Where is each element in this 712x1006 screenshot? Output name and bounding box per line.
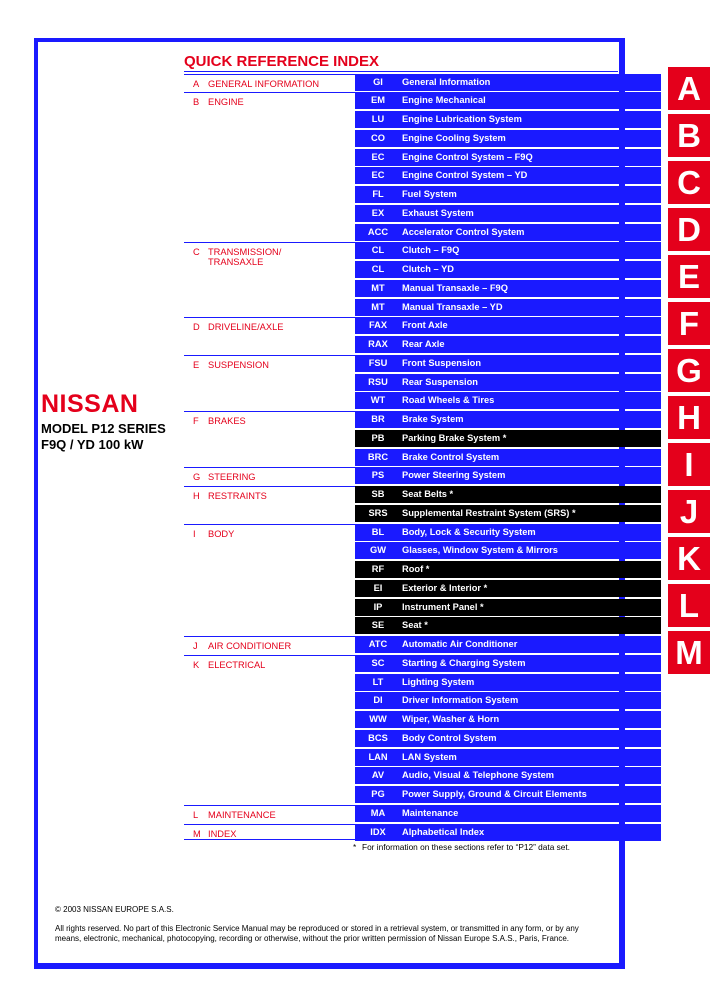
section-code: LAN [368,751,388,762]
section-name: TRANSMISSION/ TRANSAXLE [208,247,282,268]
section-title: Exhaust System [402,207,474,218]
index-row-srs[interactable] [355,505,661,522]
section-name: RESTRAINTS [208,491,267,501]
section-title: Accelerator Control System [402,226,525,237]
section-group-j[interactable] [184,636,355,654]
section-letter: K [193,659,200,670]
section-code: PG [371,789,385,799]
tab-i[interactable]: I [668,443,710,486]
section-group-e[interactable] [184,355,355,411]
section-title: Engine Mechanical [402,95,486,106]
section-title: Body, Lock & Security System [402,526,536,537]
section-title: Alphabetical Index [402,826,485,837]
section-title: Brake Control System [402,451,500,462]
section-code: EX [371,207,385,218]
index-row-ip[interactable] [355,599,661,616]
index-row-rsu[interactable] [355,374,661,391]
section-title: Engine Cooling System [402,132,506,143]
section-code: BR [371,414,385,424]
section-code: SRS [368,507,388,518]
section-code: FSU [368,357,388,368]
tab-f[interactable]: F [668,302,710,345]
section-letter: M [193,828,201,839]
section-title: Seat * [402,620,428,631]
section-title: Clutch – F9Q [402,245,460,256]
section-code: SE [371,620,385,631]
section-group-g[interactable] [184,467,355,485]
section-letter: A [193,78,200,89]
index-row-wt[interactable] [355,392,661,409]
section-letter: L [193,809,199,820]
section-title: Parking Brake System * [402,432,507,443]
section-name: DRIVELINE/AXLE [208,322,284,333]
section-code: IDX [370,826,386,837]
section-group-l[interactable] [184,805,355,823]
index-row-pg[interactable] [355,786,661,803]
section-code: WW [369,714,387,724]
section-letter: G [193,472,201,483]
section-code: SB [371,489,385,499]
index-row-ei[interactable] [355,580,661,597]
section-title: Seat Belts * [402,489,454,499]
section-code: WT [370,395,386,406]
section-group-k[interactable] [184,655,355,805]
section-title: LAN System [402,751,457,762]
index-row-bcs[interactable] [355,730,661,747]
section-name: SUSPENSION [208,359,269,370]
section-name: GENERAL INFORMATION [208,78,320,89]
engine-info: F9Q / YD 100 kW [41,437,144,452]
section-code: MA [370,807,386,818]
index-row-gw[interactable] [355,542,661,559]
section-code: BCS [368,732,388,743]
section-title: Glasses, Window System & Mirrors [402,545,558,556]
tab-d[interactable]: D [668,208,710,251]
section-title: Rear Axle [402,339,445,349]
section-letter: E [193,359,200,370]
model-info [41,421,166,453]
section-title: Manual Transaxle – F9Q [402,282,508,293]
section-code: RF [371,564,385,574]
index-row-fl[interactable] [355,186,661,203]
index-row-br[interactable] [355,411,661,428]
index-row-rax[interactable] [355,336,661,353]
index-row-cl[interactable] [355,242,661,259]
index-row-rf[interactable] [355,561,661,578]
section-list-end-rule [184,839,355,840]
tab-c[interactable]: C [668,161,710,204]
section-code: PS [371,470,385,481]
section-title: Engine Control System – YD [402,170,528,181]
page-title: QUICK REFERENCE INDEX [184,53,380,70]
section-code: EC [371,170,385,181]
section-group-c[interactable] [184,242,355,317]
nissan-logo: NISSAN [41,390,139,418]
section-title: Driver Information System [402,695,519,706]
section-name: BODY [208,528,235,539]
index-row-brc[interactable] [355,449,661,466]
section-letter: D [193,322,200,333]
tab-a[interactable]: A [668,67,710,110]
index-row-sb[interactable] [355,486,661,503]
index-row-mt[interactable] [355,280,661,297]
section-title: Engine Lubrication System [402,114,522,124]
section-code: AV [371,770,385,781]
section-code: RSU [368,376,388,387]
section-code: IP [373,601,383,612]
section-code: EC [371,151,385,162]
section-letter: C [193,247,200,258]
title-divider [184,71,618,72]
section-group-i[interactable] [184,524,355,636]
section-code: LT [372,676,384,687]
section-group-f[interactable] [184,411,355,467]
index-row-av[interactable] [355,767,661,784]
footnote-text: For information on these sections refer to “P12” data set. [362,842,570,852]
section-title: Audio, Visual & Telephone System [402,770,555,781]
section-name: MAINTENANCE [208,809,276,820]
section-code: EI [373,582,383,593]
tab-g[interactable]: G [668,349,710,392]
section-letter: H [193,491,200,501]
section-name: ELECTRICAL [208,659,266,670]
section-title: Front Axle [402,320,448,331]
section-code: CL [371,245,385,256]
tab-l[interactable]: L [668,584,710,627]
index-row-ps[interactable] [355,467,661,484]
section-code: SC [371,657,385,668]
index-row-em[interactable] [355,92,661,109]
section-name: BRAKES [208,416,246,426]
section-code: EM [371,95,385,106]
tab-m[interactable]: M [668,631,710,674]
index-row-sc[interactable] [355,655,661,672]
section-title: Rear Suspension [402,376,478,387]
section-code: GW [369,545,386,556]
section-title: Instrument Panel * [402,601,484,612]
index-row-idx[interactable] [355,824,661,841]
index-row-lu[interactable] [355,111,661,128]
section-group-h[interactable] [184,486,355,523]
section-title: Front Suspension [402,357,482,368]
section-title: Starting & Charging System [402,657,526,668]
index-row-fax[interactable] [355,317,661,334]
section-code: ACC [367,226,389,237]
model-series: MODEL P12 SERIES [41,421,166,436]
tab-j[interactable]: J [668,490,710,533]
section-title: Clutch – YD [402,264,455,274]
index-row-pb[interactable] [355,430,661,447]
section-code: PB [371,432,385,443]
section-code: LU [371,114,385,124]
section-code: ATC [368,639,388,649]
index-row-ex[interactable] [355,205,661,222]
section-letter: F [193,416,199,426]
section-code: DI [373,695,383,706]
index-row-se[interactable] [355,617,661,634]
tab-e[interactable]: E [668,255,710,298]
index-row-ec[interactable] [355,149,661,166]
section-title: Power Steering System [402,470,506,481]
index-row-co[interactable] [355,130,661,147]
section-group-b[interactable] [184,92,355,242]
section-code: GI [373,76,383,87]
section-code: BL [371,526,385,537]
index-row-acc[interactable] [355,224,661,241]
index-row-fsu[interactable] [355,355,661,372]
index-row-gi[interactable] [355,74,661,91]
section-title: Maintenance [402,807,459,818]
index-row-di[interactable] [355,692,661,709]
section-title: Lighting System [402,676,475,687]
index-row-mt[interactable] [355,299,661,316]
section-title: Exterior & Interior * [402,582,488,593]
section-code: CL [371,264,385,274]
section-title: Road Wheels & Tires [402,395,495,406]
section-title: General Information [402,76,491,87]
section-code: BRC [367,451,389,462]
copyright: © 2003 NISSAN EUROPE S.A.S. [55,905,174,914]
section-code: FAX [368,320,388,331]
section-code: MT [371,301,385,312]
index-row-atc[interactable] [355,636,661,653]
rights-notice: All rights reserved. No part of this Electronic Service Manual may be reproduced or stored in a retrieval system, or transmitted in any form, or by any means, electronic, mechanical, photocopying, recording or otherwise, without the prior written permission of Nissan Europe S.A.S., Paris, France. [55,924,579,943]
section-letter: B [193,97,200,108]
section-code: FL [372,189,384,199]
index-row-bl[interactable] [355,524,661,541]
index-row-ec[interactable] [355,167,661,184]
section-name: AIR CONDITIONER [208,641,292,651]
section-name: ENGINE [208,97,244,108]
index-row-lt[interactable] [355,674,661,691]
section-name: INDEX [208,828,237,839]
section-letter: I [193,528,196,539]
footnote-mark: * [353,842,357,852]
index-row-ww[interactable] [355,711,661,728]
section-name: STEERING [208,472,256,483]
section-title: Wiper, Washer & Horn [402,714,500,724]
section-title: Fuel System [402,189,457,199]
index-row-lan[interactable] [355,749,661,766]
section-group-a[interactable] [184,74,355,92]
section-title: Automatic Air Conditioner [402,639,518,649]
section-group-d[interactable] [184,317,355,354]
section-code: RAX [368,339,388,349]
tab-k[interactable]: K [668,537,710,580]
section-title: Power Supply, Ground & Circuit Elements [402,789,587,799]
section-code: CO [371,132,385,143]
tab-h[interactable]: H [668,396,710,439]
index-row-cl[interactable] [355,261,661,278]
section-letter: J [193,641,198,651]
section-title: Roof * [402,564,430,574]
section-code: MT [371,282,385,293]
section-title: Engine Control System – F9Q [402,151,533,162]
section-title: Manual Transaxle – YD [402,301,503,312]
section-title: Body Control System [402,732,497,743]
tab-b[interactable]: B [668,114,710,157]
section-title: Supplemental Restraint System (SRS) * [402,507,576,518]
index-row-ma[interactable] [355,805,661,822]
section-title: Brake System [402,414,464,424]
